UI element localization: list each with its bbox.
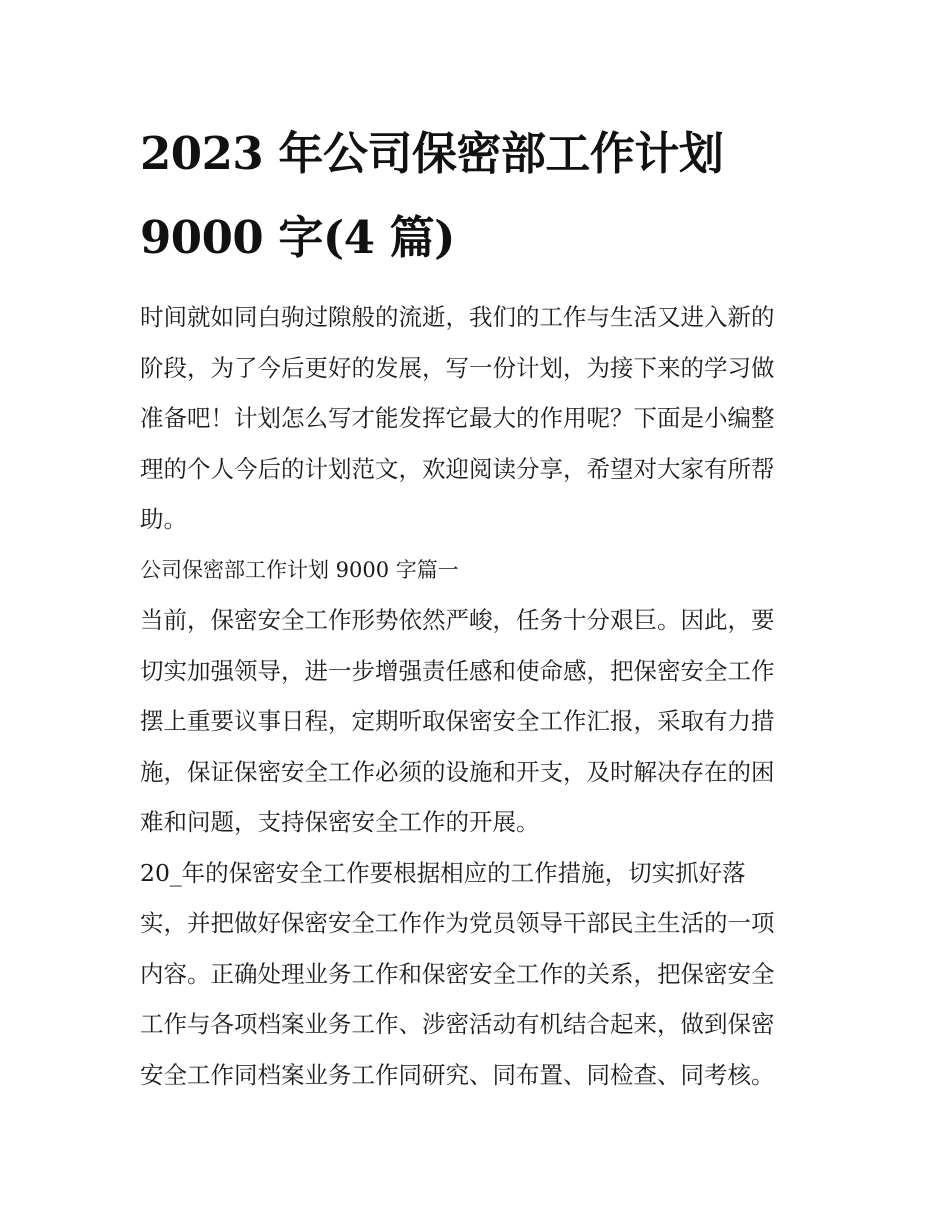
- page-title: [140, 112, 812, 280]
- text-line: 助。: [140, 505, 187, 533]
- text-line: 实，并把做好保密安全工作作为党员领导干部民主生活的一项: [140, 909, 775, 937]
- title-line: 2023 年公司保密部工作计划: [140, 127, 724, 180]
- text-line: 安全工作同档案业务工作同研究、同布置、同检查、同考核。: [140, 1060, 775, 1089]
- text-line: 当前，保密安全工作形势依然严峻，任务十分艰巨。因此，要: [140, 606, 775, 634]
- intro-paragraph: [140, 292, 812, 545]
- document-page: [140, 112, 812, 1100]
- text-line: 理的个人今后的计划范文，欢迎阅读分享，希望对大家有所帮: [140, 454, 775, 483]
- text-line: 准备吧！计划怎么写才能发挥它最大的作用呢？下面是小编整: [140, 404, 775, 432]
- text-line: 难和问题，支持保密安全工作的开展。: [140, 808, 540, 836]
- text-line: 内容。正确处理业务工作和保密安全工作的关系，把保密安全: [140, 959, 775, 988]
- text-line: 切实加强领导，进一步增强责任感和使命感，把保密安全工作: [140, 656, 775, 685]
- text-line: 摆上重要议事日程，定期听取保密安全工作汇报，采取有力措: [140, 707, 775, 735]
- text-line: 时间就如同白驹过隙般的流逝，我们的工作与生活又进入新的: [140, 303, 775, 331]
- section-heading: 公司保密部工作计划 9000 字篇一: [140, 557, 459, 582]
- text-line: 阶段，为了今后更好的发展，写一份计划，为接下来的学习做: [140, 353, 775, 382]
- title-line: 9000 字(4 篇): [140, 211, 455, 264]
- text-line: 20_年的保密安全工作要根据相应的工作措施，切实抓好落: [140, 858, 746, 887]
- text-line: 施，保证保密安全工作必须的设施和开支，及时解决存在的困: [140, 757, 775, 786]
- text-line: 工作与各项档案业务工作、涉密活动有机结合起来，做到保密: [140, 1010, 775, 1038]
- body-paragraph-2: [140, 848, 812, 1101]
- body-paragraph-1: [140, 595, 812, 848]
